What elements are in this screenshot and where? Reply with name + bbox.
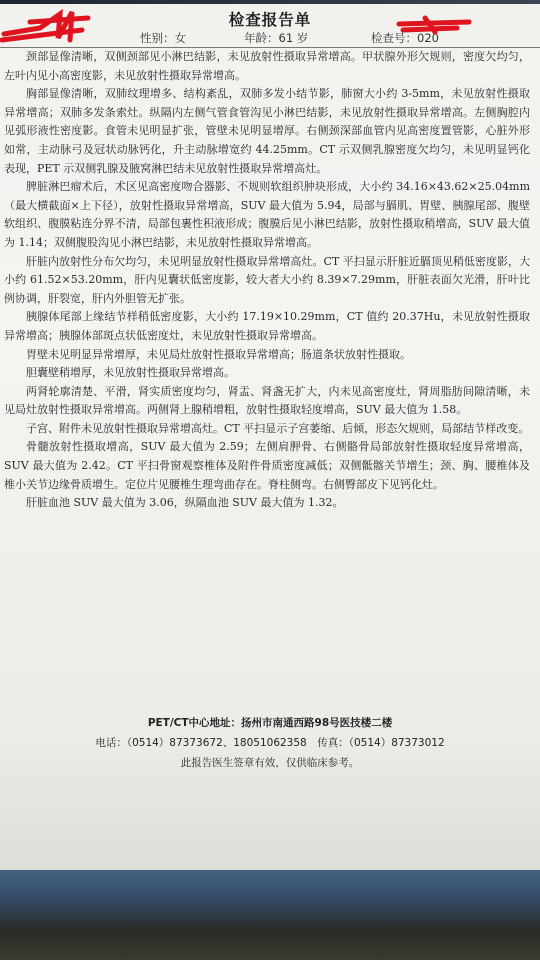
para-chest: 胸部显像清晰，双肺纹理增多、结构紊乱，双肺多发小结节影，肺窗大小约 3-5mm，未见放射性摄取异常增高；双肺多发条索灶。纵隔内左侧气管食管沟见小淋巴结影，未见放射性摄取异常增高。左侧胸腔内见弧形液性密度影。食管未见明显扩张，管壁未见明显增厚。右侧颈深部血管内见高密度置管影，心脏外形如常，主动脉弓及冠状动脉钙化，升主动脉增宽约 44.25mm。CT 示双侧乳腺密度欠均匀，未见明显钙化表现，PET 示双侧乳腺及腋窝淋巴结未见放射性摄取异常增高灶。	[4, 87, 530, 175]
report-paper	[0, 4, 540, 870]
para-stomach: 胃壁未见明显异常增厚，未见局灶放射性摄取异常增高；肠道条状放射性摄取。	[26, 347, 411, 361]
patient-age: 年龄：61 岁	[244, 31, 309, 45]
para-neck: 颈部显像清晰，双侧颈部见小淋巴结影，未见放射性摄取异常增高。甲状腺外形欠规则，密度欠均匀，左叶内见小高密度影，未见放射性摄取异常增高。	[4, 50, 530, 82]
para-blood-pool: 肝脏血池 SUV 最大值为 3.06，纵隔血池 SUV 最大值为 1.32。	[26, 496, 344, 510]
report-body	[4, 48, 530, 513]
para-uterus: 子宫、附件未见放射性摄取异常增高灶。CT 平扫显示子宫萎缩、后倾，形态欠规则，局部结节样改变。	[26, 421, 530, 435]
background-bottom	[0, 860, 540, 960]
para-pancreas: 胰腺体尾部上缘结节样稍低密度影，大小约 17.19×10.29mm，CT 值约 20.37Hu，未见放射性摄取异常增高；胰腺体部斑点状低密度灶，未见放射性摄取异常增高。	[4, 310, 530, 342]
footer-phone: 电话：（0514）87373672、18051062358 传真：（0514）87373012	[95, 737, 445, 749]
exam-number: 检查号：020	[371, 31, 439, 45]
footer-address: PET/CT中心地址：扬州市南通西路98号医技楼二楼	[147, 717, 393, 729]
para-gallbladder: 胆囊壁稍增厚，未见放射性摄取异常增高。	[26, 366, 235, 380]
footer-note: 此报告医生签章有效，仅供临床参考。	[180, 757, 360, 769]
patient-sex: 性别：女	[140, 31, 186, 45]
para-spleen: 脾脏淋巴瘤术后，术区见高密度吻合器影、不规则软组织肿块形成，大小约 34.16×43.62×25.04mm（最大横截面×上下径），放射性摄取异常增高，SUV 最大值为 5.94，局部与膈肌、胃壁、胰腺尾部、腹壁软组织、腹膜粘连分界不清，局部包裹性积液形成；腹膜后见小淋巴结影，放射性摄取稍增高，SUV 最大值为 1.14；双侧腹股沟见小淋巴结影，未见放射性摄取异常增高。	[4, 180, 530, 249]
para-bone: 骨髓放射性摄取增高，SUV 最大值为 2.59；左侧肩胛骨、右侧骼骨局部放射性摄取轻度异常增高，SUV 最大值为 2.42。CT 平扫骨窗观察椎体及附件骨质密度减低；双侧骶髂关节增生；颈、胸、腰椎体及椎小关节边缘骨质增生。定位片见腰椎生理弯曲存在。脊柱侧弯。右侧臀部皮下见钙化灶。	[4, 440, 530, 491]
report-title: 检查报告单	[228, 11, 312, 29]
para-kidney: 两肾轮廓清楚、平滑，肾实质密度均匀，肾盂、肾盏无扩大，内未见高密度灶，肾周脂肪间隙清晰，未见局灶放射性摄取异常增高。两侧肾上腺稍增粗，放射性摄取轻度增高，SUV 最大值为 1.58。	[4, 384, 530, 417]
para-liver: 肝脏内放射性分布欠均匀，未见明显放射性摄取异常增高灶。CT 平扫显示肝脏近膈顶见稍低密度影，大小约 61.52×53.20mm，肝内见囊状低密度影，较大者大小约 8.39×7.29mm，肝脏表面欠光滑，肝叶比例协调，肝裂宽，肝内外胆管无扩张。	[4, 254, 530, 305]
